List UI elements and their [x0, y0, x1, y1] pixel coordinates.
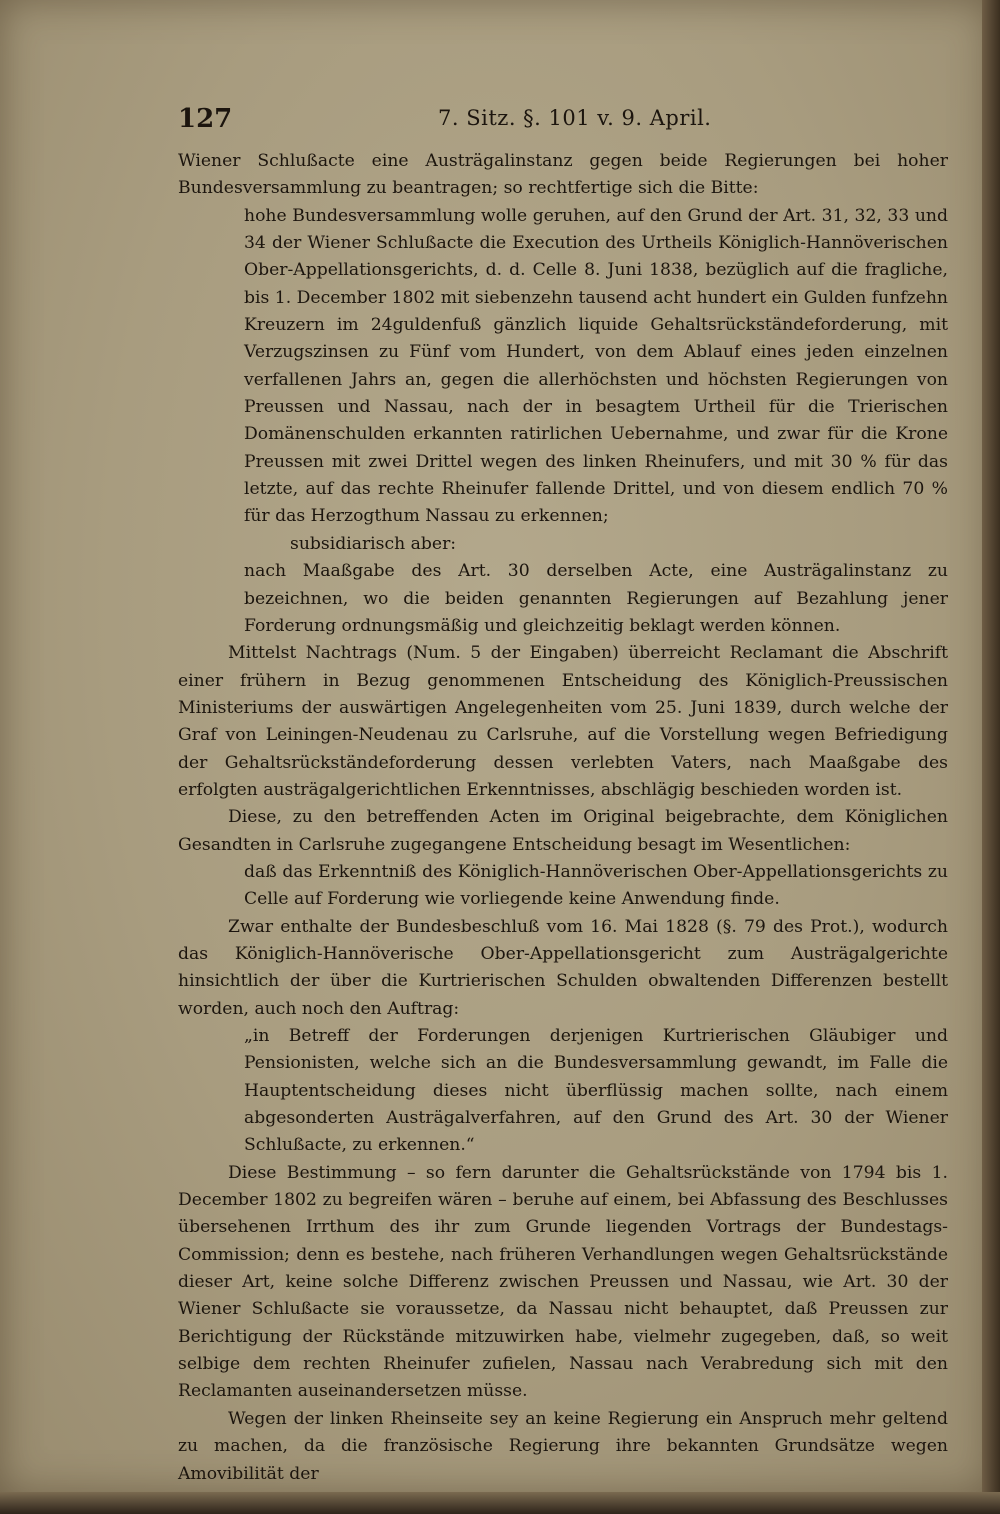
- paragraph-subsidiary-heading: subsidiarisch aber:: [290, 533, 457, 554]
- page-edge-bottom: [0, 1492, 1000, 1514]
- paragraph-quote: „in Betreff der Forderungen derjenigen Kurtrierischen Gläubiger und Pensionisten, welche sich an die Bundesversammlung gewandt, im Falle die Hauptentscheidung dieses nicht überflüssig machen sollte, nach einem abgesonderten Austrägalverfahren, auf den Grund des Art. 30 der Wiener Schlußacte, zu erkennen.“: [244, 1026, 948, 1156]
- body-text: [178, 148, 948, 1488]
- paragraph: Wiener Schlußacte eine Austrägalinstanz gegen beide Regierungen bei hoher Bundesversammlung zu beantragen; so rechtfertige sich die Bitte:: [178, 151, 948, 199]
- page-header: [178, 104, 946, 138]
- paragraph-subsidiary: nach Maaßgabe des Art. 30 derselben Acte, eine Austrägalinstanz zu bezeichnen, wo die beiden genannten Regierungen auf Bezahlung jener Forderung ordnungsmäßig und gleichzeitig beklagt werden können.: [244, 561, 948, 636]
- running-head: 7. Sitz. §. 101 v. 9. April.: [438, 106, 712, 130]
- paragraph: Diese, zu den betreffenden Acten im Original beigebrachte, dem Königlichen Gesandten in Carlsruhe zugegangene Entscheidung besagt im Wesentlichen:: [178, 807, 948, 855]
- page-edge-right: [982, 0, 1000, 1514]
- paragraph-petition: hohe Bundesversammlung wolle geruhen, auf den Grund der Art. 31, 32, 33 und 34 der Wiener Schlußacte die Execution des Urtheils Königlich-Hannöverischen Ober-Appellationsgerichts, d. d. Celle 8. Juni 1838, bezüglich auf die fragliche, bis 1. December 1802 mit siebenzehn tausend acht hundert ein Gulden funfzehn Kreuzern im 24guldenfuß gänzlich liquide Gehaltsrückständeforderung, mit Verzugszinsen zu Fünf vom Hundert, von dem Ablauf eines jeden einzelnen verfallenen Jahrs an, gegen die allerhöchsten und höchsten Regierungen von Preussen und Nassau, nach der in besagtem Urtheil für die Trierischen Domänenschulden erkannten ratirlichen Uebernahme, und zwar für die Krone Preussen mit zwei Drittel wegen des linken Rheinufers, und mit 30 % für das letzte, auf das rechte Rheinufer fallende Drittel, und von diesem endlich 70 % für das Herzogthum Nassau zu erkennen;: [244, 205, 948, 527]
- paragraph: Zwar enthalte der Bundesbeschluß vom 16. Mai 1828 (§. 79 des Prot.), wodurch das Königlich-Hannöverische Ober-Appellationsgericht zum Austrägalgerichte hinsichtlich der über die Kurtrierischen Schulden obwaltenden Differenzen bestellt worden, auch noch den Auftrag:: [178, 916, 948, 1019]
- paragraph: Diese Bestimmung – so fern darunter die Gehaltsrückstände von 1794 bis 1. December 1802 zu begreifen wären – beruhe auf einem, bei Abfassung des Beschlusses übersehenen Irrthum des ihr zum Grunde liegenden Vortrags der Bundestags-Commission; denn es bestehe, nach früheren Verhandlungen wegen Gehaltsrückstände dieser Art, keine solche Differenz zwischen Preussen und Nassau, wie Art. 30 der Wiener Schlußacte sie voraussetze, da Nassau nicht behauptet, daß Preussen zur Berichtigung der Rückstände mitzuwirken habe, vielmehr zugegeben, daß, so weit selbige dem rechten Rheinufer zufielen, Nassau nach Verabredung sich mit den Reclamanten auseinandersetzen müsse.: [178, 1162, 948, 1402]
- paragraph: Mittelst Nachtrags (Num. 5 der Eingaben) überreicht Reclamant die Abschrift einer frühern in Bezug genommenen Entscheidung des Königlich-Preussischen Ministeriums der auswärtigen Angelegenheiten vom 25. Juni 1839, durch welche der Graf von Leiningen-Neudenau zu Carlsruhe, auf die Vorstellung wegen Befriedigung der Gehaltsrückständeforderung dessen verlebten Vaters, nach Maaßgabe des erfolgten austrägalgerichtlichen Erkenntnisses, abschlägig beschieden worden ist.: [178, 643, 948, 800]
- paragraph: Wegen der linken Rheinseite sey an keine Regierung ein Anspruch mehr geltend zu machen, da die französische Regierung ihre bekannten Grundsätze wegen Amovibilität der: [178, 1408, 948, 1484]
- paragraph-quote: daß das Erkenntniß des Königlich-Hannöverischen Ober-Appellationsgerichts zu Celle auf Forderung wie vorliegende keine Anwendung finde.: [244, 861, 948, 910]
- page-number: 127: [178, 104, 233, 134]
